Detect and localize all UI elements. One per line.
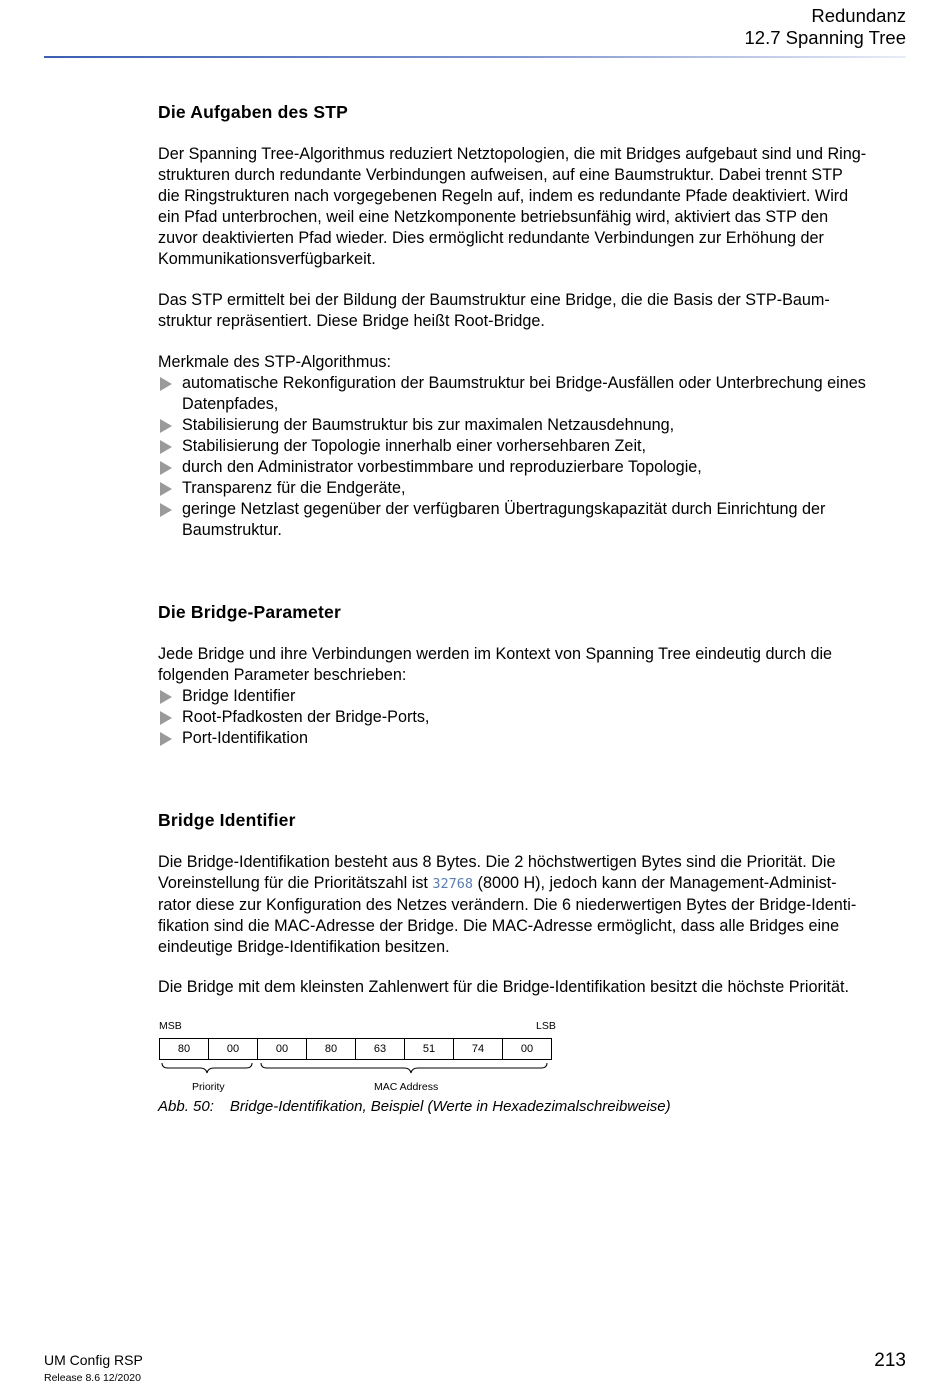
header-chapter: Redundanz <box>811 5 906 26</box>
text-line: eindeutige Bridge-Identifikation besitzen. <box>158 938 450 956</box>
byte-cell: 74 <box>453 1038 503 1060</box>
page-number: 213 <box>874 1350 906 1371</box>
triangle-bullet-icon <box>160 482 172 496</box>
text-line: Voreinstellung für die Prioritätszahl ist 32768 (8000 H), jedoch kann der Management-Administ- <box>158 874 837 892</box>
triangle-bullet-icon <box>160 732 172 746</box>
text-line: rator diese zur Konfiguration des Netzes verändern. Die 6 niederwertigen Bytes der Bridge-Identi- <box>158 896 857 914</box>
byte-cell: 00 <box>257 1038 307 1060</box>
list-item: durch den Administrator vorbestimmbare und reproduzierbare Topologie, <box>158 457 910 478</box>
heading-stp-tasks: Die Aufgaben des STP <box>158 102 349 122</box>
list-item: Stabilisierung der Baumstruktur bis zur maximalen Netzausdehnung, <box>158 415 910 436</box>
text-line: Kommunikationsverfügbarkeit. <box>158 250 376 268</box>
paragraph-bridge-identifier <box>158 852 910 958</box>
heading-bridge-parameters: Die Bridge-Parameter <box>158 602 341 622</box>
paragraph-bridge-parameters <box>158 644 910 749</box>
triangle-bullet-icon <box>160 690 172 704</box>
triangle-bullet-icon <box>160 419 172 433</box>
bridge-parameter-list <box>158 686 910 749</box>
stp-feature-list <box>158 373 910 541</box>
msb-label: MSB <box>159 1020 182 1032</box>
list-item: Transparenz für die Endgeräte, <box>158 478 910 499</box>
text-line: Der Spanning Tree-Algorithmus reduziert Netztopologien, die mit Bridges aufgebaut sind und Ring- <box>158 145 867 163</box>
text-line: strukturen durch redundante Verbindungen aufweisen, auf eine Baumstruktur. Dabei trennt STP <box>158 166 843 184</box>
paragraph-root-bridge <box>158 290 910 332</box>
byte-group-braces <box>158 1062 558 1078</box>
text-line: Das STP ermittelt bei der Bildung der Baumstruktur eine Bridge, die die Basis der STP-Baum- <box>158 291 830 309</box>
byte-cell: 80 <box>159 1038 209 1060</box>
triangle-bullet-icon <box>160 377 172 391</box>
list-item: geringe Netzlast gegenüber der verfügbaren Übertragungskapazität durch Einrichtung der Baumstruktur. <box>158 499 910 541</box>
paragraph-stp-intro <box>158 144 910 270</box>
triangle-bullet-icon <box>160 503 172 517</box>
stp-features <box>158 352 910 541</box>
text-line: Die Bridge mit dem kleinsten Zahlenwert für die Bridge-Identifikation besitzt die höchste Priorität. <box>158 978 849 996</box>
text-line: Jede Bridge und ihre Verbindungen werden im Kontext von Spanning Tree eindeutig durch die <box>158 645 833 663</box>
list-item: automatische Rekonfiguration der Baumstruktur bei Bridge-Ausfällen oder Unterbrechung eines Datenpfades, <box>158 373 910 415</box>
byte-cell: 51 <box>404 1038 454 1060</box>
caption-number: Abb. 50: <box>158 1098 214 1115</box>
mac-address-label: MAC Address <box>374 1081 439 1093</box>
default-priority-value: 32768 <box>432 876 474 892</box>
byte-cell: 00 <box>502 1038 552 1060</box>
triangle-bullet-icon <box>160 711 172 725</box>
list-item: Root-Pfadkosten der Bridge-Ports, <box>158 707 910 728</box>
list-item: Port-Identifikation <box>158 728 910 749</box>
header-divider <box>44 56 906 58</box>
text-line: struktur repräsentiert. Diese Bridge heißt Root-Bridge. <box>158 312 545 330</box>
list-item: Stabilisierung der Topologie innerhalb einer vorhersehbaren Zeit, <box>158 436 910 457</box>
triangle-bullet-icon <box>160 461 172 475</box>
priority-brace <box>162 1063 252 1073</box>
footer-doc-title: UM Config RSP <box>44 1352 143 1368</box>
priority-label: Priority <box>192 1081 225 1093</box>
text-line: zuvor deaktivierten Pfad wieder. Dies ermöglicht redundante Verbindungen zur Erhöhung der <box>158 229 824 247</box>
header-section: 12.7 Spanning Tree <box>744 27 906 48</box>
caption-text: Bridge-Identifikation, Beispiel (Werte in Hexadezimalschreibweise) <box>229 1098 671 1115</box>
heading-bridge-identifier: Bridge Identifier <box>158 810 296 830</box>
list-item: Bridge Identifier <box>158 686 910 707</box>
figure-caption <box>158 1098 671 1115</box>
text-line: folgenden Parameter beschrieben: <box>158 666 407 684</box>
byte-cell: 00 <box>208 1038 258 1060</box>
bridge-id-bytes <box>159 1038 552 1060</box>
list-intro: Merkmale des STP-Algorithmus: <box>158 353 391 371</box>
byte-cell: 63 <box>355 1038 405 1060</box>
footer-release: Release 8.6 12/2020 <box>44 1372 141 1384</box>
paragraph-priority-rule <box>158 977 910 998</box>
text-line: Die Bridge-Identifikation besteht aus 8 Bytes. Die 2 höchstwertigen Bytes sind die Priorität. Die <box>158 853 836 871</box>
triangle-bullet-icon <box>160 440 172 454</box>
byte-cell: 80 <box>306 1038 356 1060</box>
text-line: fikation sind die MAC-Adresse der Bridge. Die MAC-Adresse ermöglicht, dass alle Bridges eine <box>158 917 840 935</box>
mac-address-brace <box>261 1063 547 1073</box>
lsb-label: LSB <box>536 1020 556 1032</box>
text-line: die Ringstrukturen nach vorgegebenen Regeln auf, indem es redundante Pfade deaktiviert. Wird <box>158 187 849 205</box>
text-line: ein Pfad unterbrochen, weil eine Netzkomponente betriebsunfähig wird, aktiviert das STP den <box>158 208 829 226</box>
